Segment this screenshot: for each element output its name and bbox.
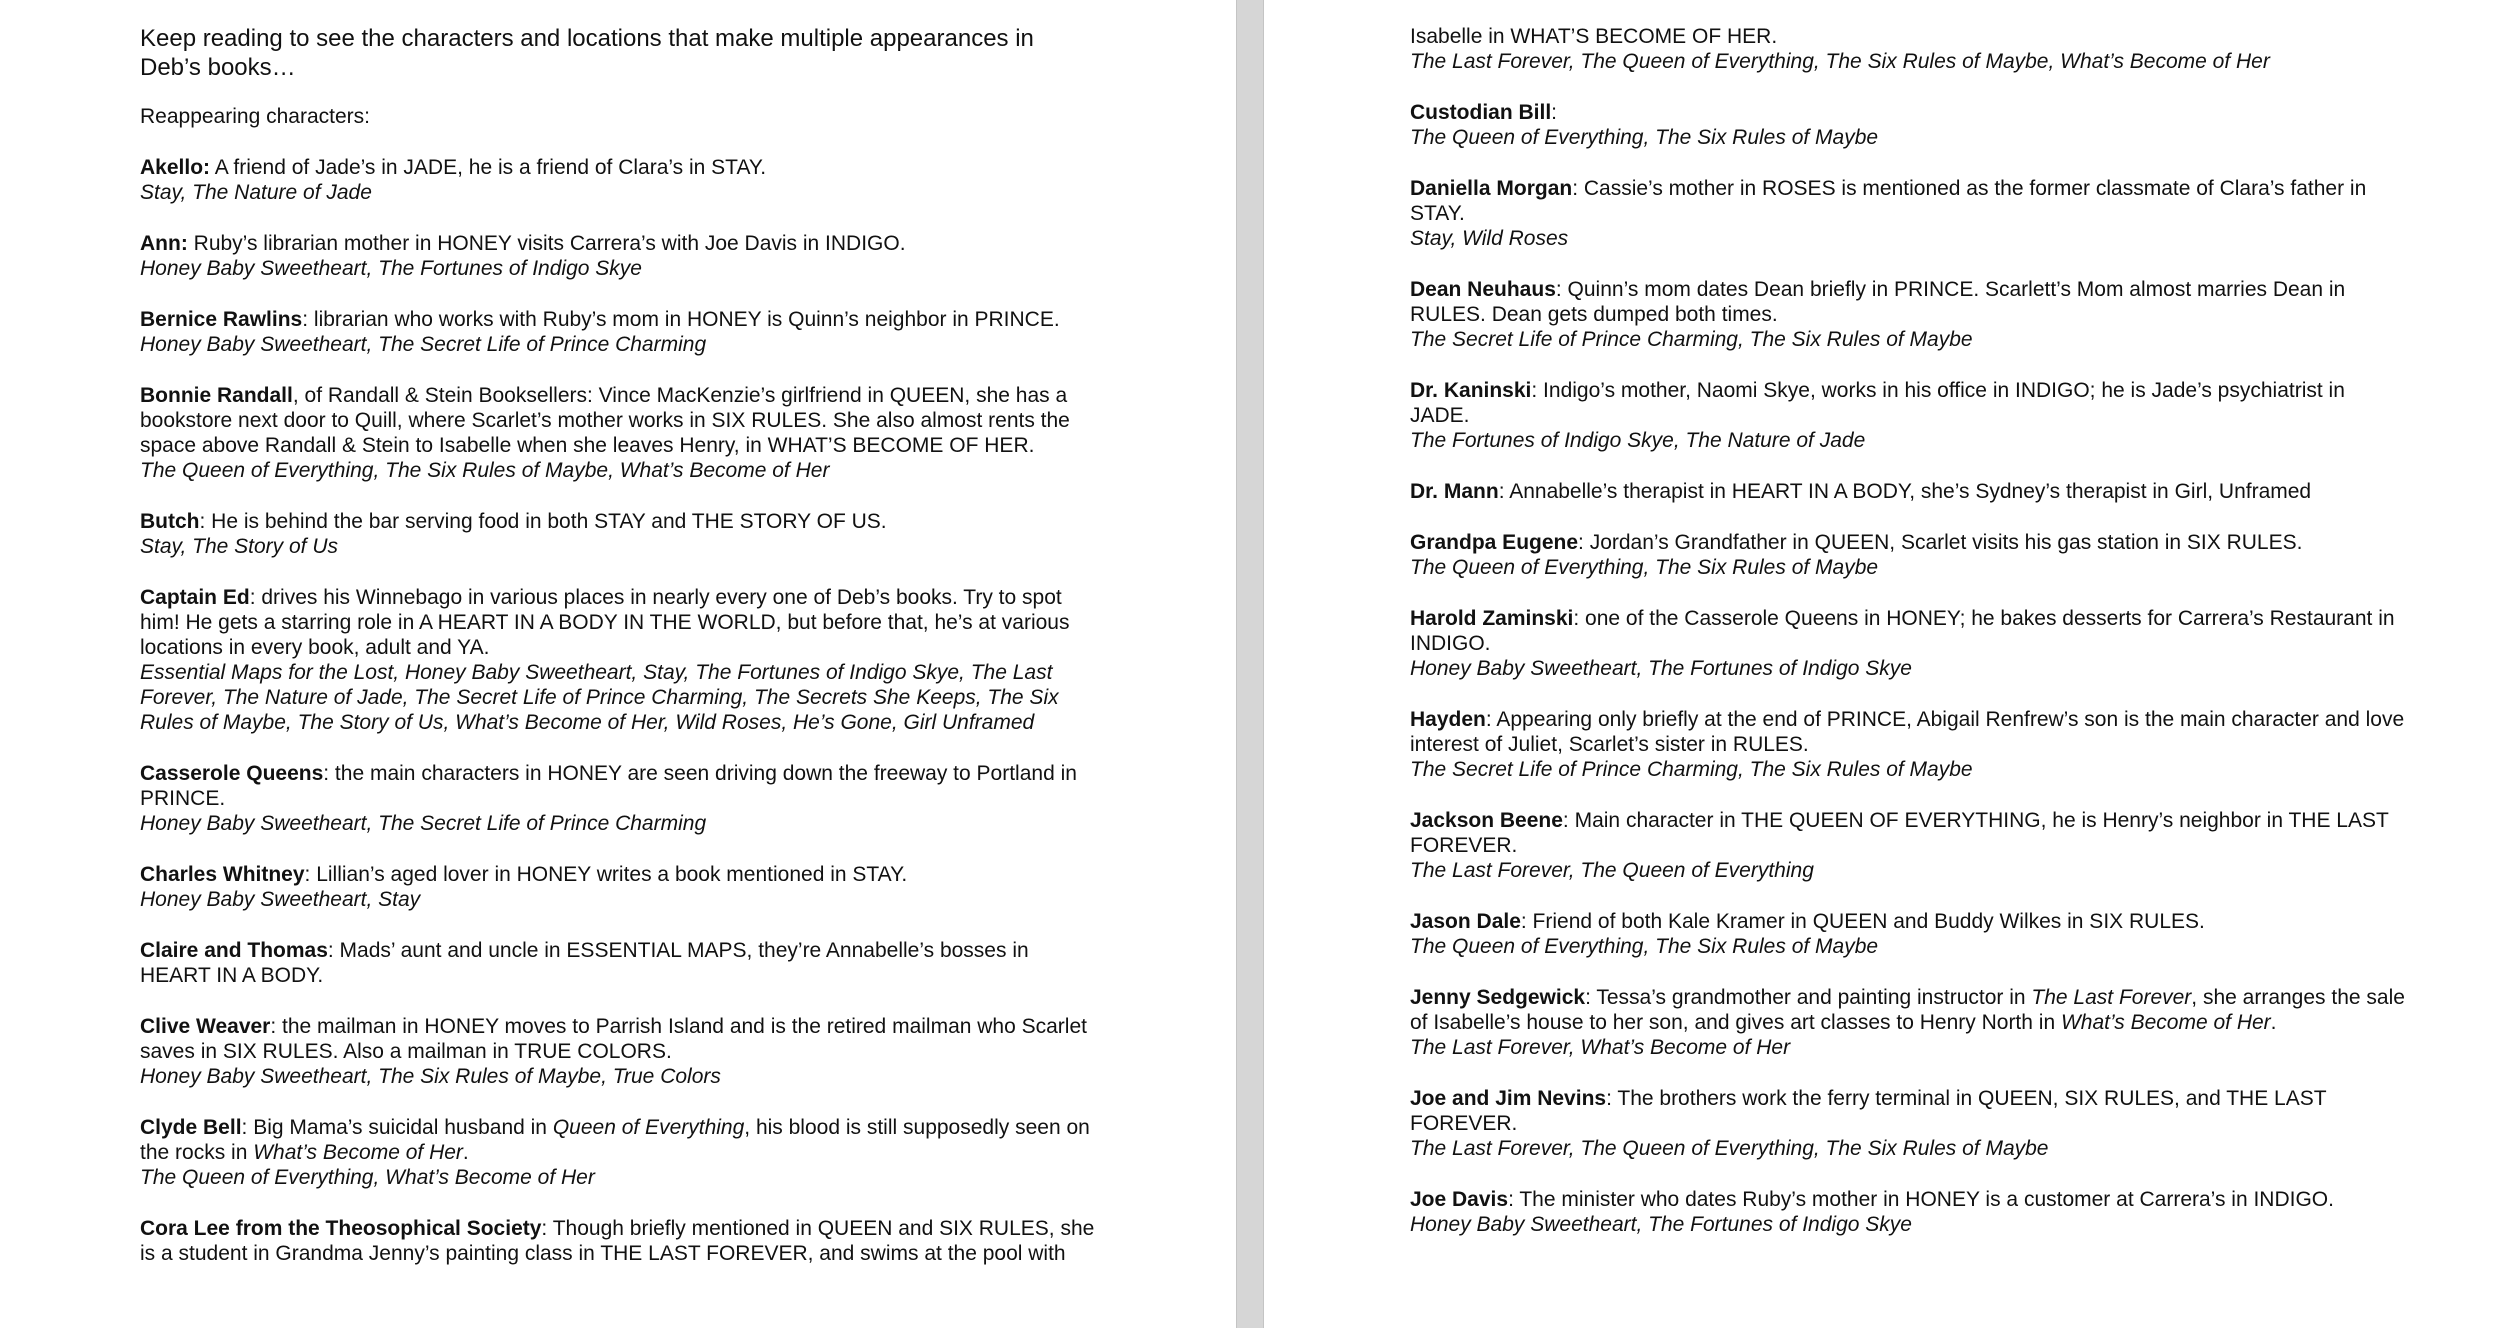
book-list: Honey Baby Sweetheart, The Secret Life of Prince Charming (140, 333, 707, 356)
character-name: Akello: (140, 156, 211, 179)
character-description: : Mads’ aunt and uncle in ESSENTIAL MAPS, they’re Annabelle’s bosses in HEART IN A BODY. (140, 939, 1029, 987)
book-title: Queen of Everything (552, 1116, 745, 1139)
book-list: Honey Baby Sweetheart, The Fortunes of Indigo Skye (140, 257, 642, 280)
character-name: Joe and Jim Nevins (1410, 1087, 1607, 1110)
character-entry-hayden (1410, 707, 2410, 782)
character-entry-bernice-rawlins (140, 307, 1100, 357)
character-entry-akello (140, 155, 1100, 205)
right-page (1264, 0, 2500, 1328)
character-description: , of Randall & Stein Booksellers: Vince MacKenzie’s girlfriend in QUEEN, she has a bookstore next door to Quill, where Scarlet’s mother works in SIX RULES. She also almost rents the space above Randall & Stein to Isabelle when she leaves Henry, in WHAT’S BECOME OF HER. (140, 384, 1070, 457)
character-entry-cora-lee (140, 1216, 1100, 1266)
book-list: The Queen of Everything, The Six Rules of Maybe, What’s Become of Her (140, 459, 830, 482)
book-list: Essential Maps for the Lost, Honey Baby Sweetheart, Stay, The Fortunes of Indigo Skye, The Last Forever, The Nature of Jade, The Secret Life of Prince Charming, The Secrets She Keeps, The Six Rules of Maybe, The Story of Us, What’s Become of Her, Wild Roses, He’s Gone, Girl Unframed (140, 661, 1059, 734)
character-description: : librarian who works with Ruby’s mom in HONEY is Quinn’s neighbor in PRINCE. (302, 308, 1060, 331)
character-description: : Lillian’s aged lover in HONEY writes a book mentioned in STAY. (304, 863, 908, 886)
book-title: What’s Become of Her (2060, 1011, 2271, 1034)
book-list: The Last Forever, The Queen of Everything (1410, 859, 1814, 882)
character-description: : Quinn’s mom dates Dean briefly in PRINCE. Scarlett’s Mom almost marries Dean in RULES. Dean gets dumped both times. (1410, 278, 2346, 326)
character-name: Cora Lee from the Theosophical Society (140, 1217, 542, 1240)
character-description: : Big Mama’s suicidal husband in Queen of Everything, his blood is still supposedly seen on the rocks in What’s Become of Her. (140, 1116, 1090, 1164)
character-entry-casserole-queens (140, 761, 1100, 836)
book-list: Honey Baby Sweetheart, The Fortunes of Indigo Skye (1410, 657, 1912, 680)
character-entry-joe-davis (1410, 1187, 2410, 1237)
character-description: : Appearing only briefly at the end of PRINCE, Abigail Renfrew’s son is the main character and love interest of Juliet, Scarlet’s sister in RULES. (1410, 708, 2405, 756)
book-list: Honey Baby Sweetheart, The Six Rules of Maybe, True Colors (140, 1065, 721, 1088)
character-description: Ruby’s librarian mother in HONEY visits Carrera’s with Joe Davis in INDIGO. (187, 232, 906, 255)
character-name: Ann: (140, 232, 188, 255)
left-page (0, 0, 1236, 1328)
character-entry-dean-neuhaus (1410, 277, 2410, 352)
character-name: Bernice Rawlins (140, 308, 303, 331)
book-list: Honey Baby Sweetheart, The Fortunes of Indigo Skye (1410, 1213, 1912, 1236)
character-description: : (1551, 101, 1558, 124)
intro-text: Keep reading to see the characters and locations that make multiple appearances in Deb’s books… (140, 25, 1034, 81)
character-description: : Jordan’s Grandfather in QUEEN, Scarlet visits his gas station in SIX RULES. (1578, 531, 2303, 554)
character-name: Custodian Bill (1410, 101, 1552, 124)
book-list: Stay, Wild Roses (1410, 227, 1569, 250)
character-description: : The brothers work the ferry terminal in QUEEN, SIX RULES, and THE LAST FOREVER. (1410, 1087, 2327, 1135)
character-entry-charles-whitney (140, 862, 1100, 912)
character-entry-harold-zaminski (1410, 606, 2410, 681)
character-name: Claire and Thomas (140, 939, 328, 962)
character-description: : Indigo’s mother, Naomi Skye, works in his office in INDIGO; he is Jade’s psychiatrist in JADE. (1410, 379, 2345, 427)
section-heading: Reappearing characters: (140, 105, 370, 128)
character-name: Bonnie Randall (140, 384, 293, 407)
book-list: The Last Forever, What’s Become of Her (1410, 1036, 1791, 1059)
character-entry-bonnie-randall (140, 383, 1100, 483)
character-entry-butch (140, 509, 1100, 559)
book-list: The Secret Life of Prince Charming, The Six Rules of Maybe (1410, 758, 1973, 781)
book-list: The Last Forever, The Queen of Everything, The Six Rules of Maybe (1410, 1137, 2049, 1160)
character-description: : Annabelle’s therapist in HEART IN A BODY, she’s Sydney’s therapist in Girl, Unframed (1498, 480, 2312, 503)
character-name: Clyde Bell (140, 1116, 242, 1139)
book-list: The Queen of Everything, The Six Rules of Maybe (1410, 556, 1879, 579)
character-entry-jenny-sedgewick (1410, 985, 2410, 1060)
left-page-content (140, 24, 1100, 1292)
character-name: Captain Ed (140, 586, 250, 609)
book-title: The Last Forever (2031, 986, 2192, 1009)
character-entry-clyde-bell (140, 1115, 1100, 1190)
character-description: : Though briefly mentioned in QUEEN and SIX RULES, she is a student in Grandma Jenny’s painting class in THE LAST FOREVER, and swims at the pool with (140, 1217, 1095, 1265)
character-description: A friend of Jade’s in JADE, he is a friend of Clara’s in STAY. (210, 156, 767, 179)
character-name: Jason Dale (1410, 910, 1521, 933)
book-list: Stay, The Story of Us (140, 535, 339, 558)
character-description: : the mailman in HONEY moves to Parrish Island and is the retired mailman who Scarlet saves in SIX RULES. Also a mailman in TRUE COLORS. (140, 1015, 1087, 1063)
character-description: : Tessa’s grandmother and painting instructor in The Last Forever, she arranges the sale of Isabelle’s house to her son, and gives art classes to Henry North in What’s Become of Her. (1410, 986, 2405, 1034)
character-name: Jackson Beene (1410, 809, 1563, 832)
character-entry-grandpa-eugene (1410, 530, 2410, 580)
character-name: Butch (140, 510, 200, 533)
character-entry-clive-weaver (140, 1014, 1100, 1089)
book-list: Stay, The Nature of Jade (140, 181, 372, 204)
character-entry-cora-lee-continued (1410, 24, 2410, 74)
character-entry-jason-dale (1410, 909, 2410, 959)
character-name: Hayden (1410, 708, 1486, 731)
character-name: Casserole Queens (140, 762, 324, 785)
character-name: Clive Weaver (140, 1015, 271, 1038)
character-description: : the main characters in HONEY are seen driving down the freeway to Portland in PRINCE. (140, 762, 1077, 810)
book-list: The Queen of Everything, What’s Become of Her (140, 1166, 595, 1189)
character-entry-claire-and-thomas (140, 938, 1100, 988)
character-name: Charles Whitney (140, 863, 305, 886)
character-entry-custodian-bill (1410, 100, 2410, 150)
book-title: What’s Become of Her (253, 1141, 463, 1164)
character-description: : Main character in THE QUEEN OF EVERYTHING, he is Henry’s neighbor in THE LAST FOREVER. (1410, 809, 2389, 857)
character-name: Dr. Kaninski (1410, 379, 1532, 402)
character-description: : He is behind the bar serving food in both STAY and THE STORY OF US. (199, 510, 887, 533)
character-entry-ann (140, 231, 1100, 281)
character-name: Joe Davis (1410, 1188, 1509, 1211)
character-name: Daniella Morgan (1410, 177, 1573, 200)
book-list: Honey Baby Sweetheart, Stay (140, 888, 421, 911)
character-name: Harold Zaminski (1410, 607, 1574, 630)
character-entry-dr-kaninski (1410, 378, 2410, 453)
character-description: : drives his Winnebago in various places in nearly every one of Deb’s books. Try to spot him! He gets a starring role in A HEART IN A BODY IN THE WORLD, but before that, he’s at various locations in every book, adult and YA. (140, 586, 1070, 659)
character-description: : one of the Casserole Queens in HONEY; he bakes desserts for Carrera’s Restaurant in INDIGO. (1410, 607, 2395, 655)
book-list: The Queen of Everything, The Six Rules of Maybe (1410, 126, 1879, 149)
book-list: The Fortunes of Indigo Skye, The Nature of Jade (1410, 429, 1866, 452)
character-name: Dean Neuhaus (1410, 278, 1556, 301)
character-entry-dr-mann (1410, 479, 2410, 504)
character-name: Dr. Mann (1410, 480, 1499, 503)
character-entry-jackson-beene (1410, 808, 2410, 883)
character-entry-joe-and-jim-nevins (1410, 1086, 2410, 1161)
character-name: Grandpa Eugene (1410, 531, 1579, 554)
right-page-content (1410, 24, 2410, 1263)
character-entry-daniella-morgan (1410, 176, 2410, 251)
character-description: : Friend of both Kale Kramer in QUEEN and Buddy Wilkes in SIX RULES. (1520, 910, 2205, 933)
book-list: The Queen of Everything, The Six Rules of Maybe (1410, 935, 1879, 958)
character-name: Jenny Sedgewick (1410, 986, 1586, 1009)
character-entry-captain-ed (140, 585, 1100, 735)
book-list: The Last Forever, The Queen of Everything, The Six Rules of Maybe, What’s Become of Her (1410, 50, 2270, 73)
character-description: Isabelle in WHAT’S BECOME OF HER. (1410, 25, 1778, 48)
book-list: Honey Baby Sweetheart, The Secret Life of Prince Charming (140, 812, 707, 835)
book-list: The Secret Life of Prince Charming, The Six Rules of Maybe (1410, 328, 1973, 351)
character-description: : The minister who dates Ruby’s mother in HONEY is a customer at Carrera’s in INDIGO. (1508, 1188, 2334, 1211)
page-gutter (1236, 0, 1264, 1328)
character-description: : Cassie’s mother in ROSES is mentioned as the former classmate of Clara’s father in STAY. (1410, 177, 2367, 225)
